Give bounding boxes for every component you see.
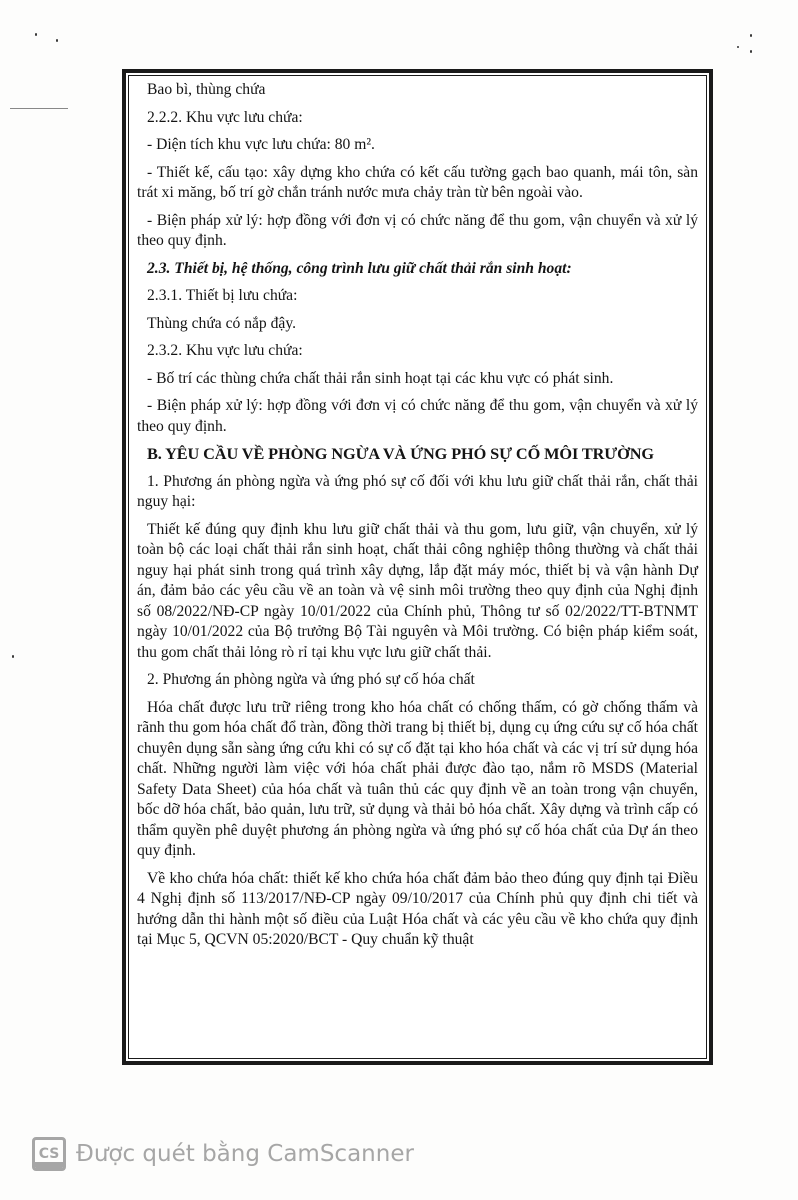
- subsection-2-3-1-title: 2.3.1. Thiết bị lưu chứa:: [147, 287, 298, 304]
- design-structure-paragraph: - Thiết kế, cấu tạo: xây dựng kho chứa có kết cấu tường gạch bao quanh, mái tôn, sàn trát xi măng, bố trí gờ chắn tránh nước mưa chảy tràn từ bên ngoài vào.: [137, 163, 698, 201]
- subsection-2-2-2-title: 2.2.2. Khu vực lưu chứa:: [147, 108, 303, 126]
- scan-speck: [12, 655, 14, 658]
- scan-speck: [35, 33, 37, 36]
- camscanner-logo-text: CS: [38, 1146, 60, 1162]
- document-border-outer: [122, 69, 713, 1065]
- bin-placement-paragraph: - Bố trí các thùng chứa chất thải rắn sinh hoạt tại các khu vực có phát sinh.: [147, 369, 614, 387]
- paragraph-packaging: Bao bì, thùng chứa: [147, 81, 266, 98]
- storage-area-size: - Diện tích khu vực lưu chứa: 80 m².: [147, 136, 375, 153]
- scan-stray-line: [10, 108, 68, 109]
- document-body: [137, 80, 698, 951]
- camscanner-watermark: [32, 1137, 414, 1171]
- item-2-title: 2. Phương án phòng ngừa và ứng phó sự cố hóa chất: [147, 671, 475, 688]
- section-b-heading: B. YÊU CẦU VỀ PHÒNG NGỪA VÀ ỨNG PHÓ SỰ CỐ MÔI TRƯỜNG: [147, 444, 654, 463]
- treatment-measure-paragraph-2: - Biện pháp xử lý: hợp đồng với đơn vị có chức năng để thu gom, vận chuyển và xử lý theo quy định.: [137, 397, 698, 435]
- camscanner-logo-icon: [32, 1137, 66, 1171]
- subsection-2-3-2-title: 2.3.2. Khu vực lưu chứa:: [147, 342, 303, 359]
- document-border-inner: [128, 75, 707, 1059]
- scan-speck: [56, 39, 58, 42]
- section-2-3-heading: 2.3. Thiết bị, hệ thống, công trình lưu giữ chất thải rắn sinh hoạt:: [147, 259, 572, 277]
- waste-storage-design-paragraph: Thiết kế đúng quy định khu lưu giữ chất thải và thu gom, lưu giữ, vận chuyển, xử lý toàn bộ các loại chất thải rắn sinh hoạt, chất thải công nghiệp thông thường và chất thải nguy hại phát sinh trong quá trình xây dựng, lắp đặt máy móc, thiết bị và vận hành Dự án, đảm bảo các yêu cầu về an toàn và vệ sinh môi trường theo quy định của Nghị định số 08/2022/NĐ-CP ngày 10/01/2022 của Chính phủ, Thông tư số 02/2022/TT-BTNMT ngày 10/01/2022 của Bộ trưởng Bộ Tài nguyên và Môi trường. Có biện pháp kiểm soát, thu gom chất thải lỏng rò rỉ tại khu vực lưu giữ chất thải.: [137, 520, 698, 661]
- scan-speck: [750, 34, 752, 37]
- chemical-warehouse-paragraph: Về kho chứa hóa chất: thiết kế kho chứa hóa chất đảm bảo theo đúng quy định tại Điều 4 Nghị định số 113/2017/NĐ-CP ngày 09/10/2017 của Chính phủ quy định chi tiết và hướng dẫn thi hành một số điều của Luật Hóa chất và các yêu cầu về kho chứa quy định tại Mục 5, QCVN 05:2020/BCT - Quy chuẩn kỹ thuật: [137, 869, 698, 948]
- camscanner-watermark-text: Được quét bằng CamScanner: [76, 1141, 414, 1167]
- lidded-bins-paragraph: Thùng chứa có nắp đậy.: [147, 314, 297, 332]
- chemical-storage-paragraph: Hóa chất được lưu trữ riêng trong kho hóa chất có chống thấm, có gờ chống thấm và rãnh thu gom hóa chất đổ tràn, đồng thời trang bị thiết bị, dụng cụ ứng cứu sự cố hóa chất chuyên dụng sẵn sàng ứng cứu khi có sự cố đặt tại kho hóa chất và các vị trí sử dụng hóa chất. Những người làm việc với hóa chất phải được đào tạo, nắm rõ MSDS (Material Safety Data Sheet) của hóa chất và tuân thủ các quy định về an toàn trong vận chuyển, bốc dỡ hóa chất, bảo quản, lưu trữ, sử dụng và thải bỏ hóa chất. Xây dựng và trình cấp có thẩm quyền phê duyệt phương án phòng ngừa và ứng phó sự cố hóa chất của Dự án theo quy định.: [137, 698, 698, 859]
- scan-speck: [750, 50, 752, 53]
- scan-speck: [737, 46, 739, 48]
- treatment-measure-paragraph: - Biện pháp xử lý: hợp đồng với đơn vị có chức năng để thu gom, vận chuyển và xử lý theo quy định.: [137, 211, 698, 249]
- item-1-title: 1. Phương án phòng ngừa và ứng phó sự cố đối với khu lưu giữ chất thải rắn, chất thải nguy hại:: [137, 472, 698, 510]
